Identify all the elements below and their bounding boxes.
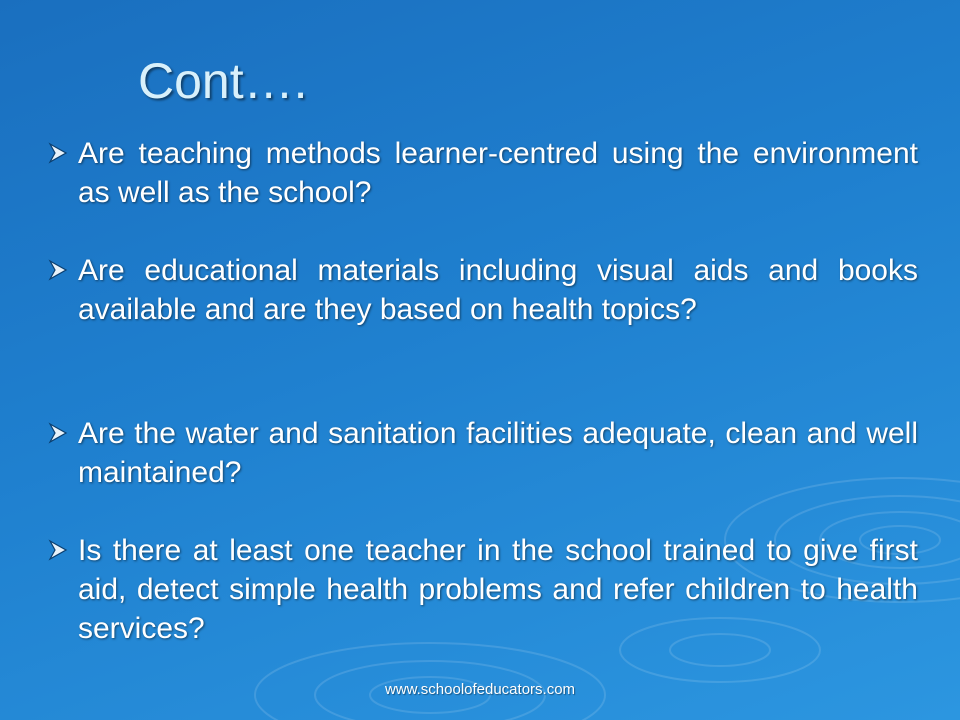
bullet-text: Is there at least one teacher in the school trained to give first aid, detect simple health problems and refer children to health services?: [78, 534, 918, 645]
bullet-text: Are educational materials including visual aids and books available and are they based on health topics?: [78, 254, 918, 326]
arrowhead-bullet-icon: [48, 142, 68, 164]
footer-url: www.schoolofeducators.com: [384, 681, 576, 698]
bullet-text: Are teaching methods learner-centred using the environment as well as the school?: [78, 137, 918, 209]
arrowhead-bullet-icon: [48, 259, 68, 281]
bullet-text: Are the water and sanitation facilities adequate, clean and well maintained?: [78, 417, 918, 489]
arrowhead-bullet-icon: [48, 422, 68, 444]
slide-title: Cont….: [138, 53, 308, 109]
arrowhead-bullet-icon: [48, 539, 68, 561]
